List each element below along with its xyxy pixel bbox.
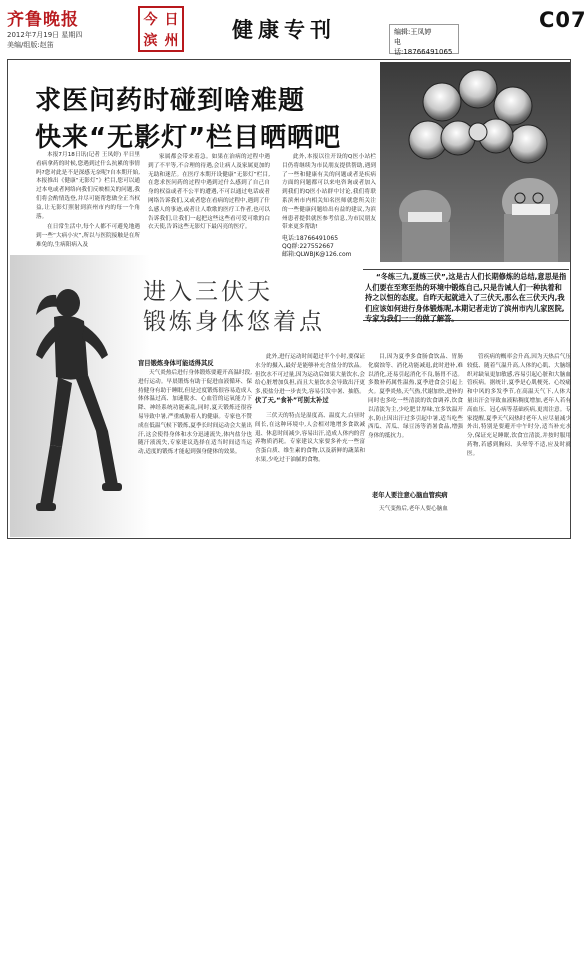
paragraph: 目,因为夏季多食肠食饮品、胃肠化腐蚀等、消化功能减退,此时进补,难以消化,还易引起消化不良,肠胃不适。多数补药属性温热,夏季进食会引起上火。夏季炎热,天气热,代谢加快,进补的同时也多吃一些清淡的饮食调养,饮食以清淡为主,少吃肥甘厚味,宜多饮温开水,防止因出汗过多引起中暑,适当吃些西瓜、苦瓜、绿豆汤等消暑食品,增强身体的抵抗力。: [368, 354, 463, 440]
article2-headline-line1: 进入三伏天: [143, 279, 273, 305]
editor-line: 编辑:王凤婷: [394, 28, 432, 36]
editor-credits: 美编/组版:赵笛: [7, 41, 54, 49]
section3-heading: 老年人要注意心脑血管疾病: [372, 492, 448, 499]
article1-headline-line2: 快来“无影灯”栏目晒晒吧: [35, 123, 342, 153]
runner-illustration: [10, 255, 150, 537]
seal-char: 日: [164, 11, 179, 28]
surgery-illustration: [380, 62, 570, 262]
article2-column-1: [138, 369, 252, 501]
newspaper-brand: 齐鲁晚报: [7, 10, 79, 30]
section-title: 健康专刊: [232, 17, 336, 42]
seal-char: 今: [143, 11, 158, 28]
article1-headline-line1: 求医问药时碰到啥难题: [35, 86, 306, 116]
article1-lead-column: [36, 151, 140, 255]
editor-info-box: [389, 24, 459, 54]
paragraph: 天气变热后,老年人要心脑血: [379, 506, 448, 512]
seal-char: 州: [164, 32, 179, 49]
paragraph: 天气炎热后进行身体锻炼要避开高温时段,进行运动。早晨锻炼有助于促进血液循环、保持健身有助于睡眠,但是过度锻炼很容易造成人体体温过高、加速脱水、心血管的运氧能力下降、神经系统功能紊乱,同时,夏天锻炼还很容易导致中暑,严重威胁着人的健康。专家也不赞成在低温气候下锻炼,夏季长时间运动会大量出汗,这会使得身体和水分迅速流失,体内盐分也随汗液流失,专家建议选择在适当时间适当运动,适度的锻炼才能起到强身健体的效果。: [138, 370, 252, 456]
phone-line: 电话:18766491065: [394, 38, 453, 56]
paragraph: 家属都会带来着急。如果在治病的过程中遇到了不平等,不合理的待遇,会让病人及家属更加的无助和迷茫。在医疗本期开设健康“无影灯”栏目,在您求医问药的过程中遇到过什么感到了自己自身的权益或者不公平的遭遇,不可以通过电话或者网络告诉我们,又或者您在看病的过程中,遇到了什么感人的事迹,或者让人歌歌的医疗工作者,也可以告诉我们,让我们一起把这些这些看可爱可歌的白衣天使,告诉这些无影灯下最闪亮的医疗。: [148, 154, 270, 231]
intro-paragraph: “冬练三九,夏练三伏”,这是古人们长期修炼的总结,意思是指人们要在至寒至热的环境中锻炼自己,只是告诫人们一种执着和持之以恒的态度。自昨天起就进入了三伏天,那么在三伏天内,我们应该如何进行身体锻炼呢,本期记者走访了滨州市内儿家医院,专家为我们一一的做了解答。: [365, 272, 567, 323]
masthead: [0, 0, 587, 56]
section2-heading: 伏了天,“食补”可别太补过: [255, 397, 329, 404]
contact-qq: QQ群:227552667: [282, 243, 334, 250]
article2-column-3b: [368, 505, 463, 519]
paragraph: 管疾病的概率会升高,因为天热后气压较低、随着气温升高,人体的心肌、大脑组织对缺氧更加敏感,容易引起心脏和大脑血管疾病。据统计,夏季是心肌梗死、心绞痛和中风的多发季节,在高温天气下,人体大量出汗会导致血液粘稠度增加,老年人若有高血压、冠心病等基础疾病,更需注意。专家提醒,夏季天气闷热时老年人应尽量减少外出,特别是要避开中午时分,适当补充水分,保证充足睡眠,饮食宜清淡,并按时服用药物,若感到胸闷、头晕等不适,应及时就医。: [467, 354, 571, 457]
article2-column-4: [467, 353, 571, 537]
page-number: C07: [539, 8, 587, 32]
paragraph: 三伏天的特点是湿度高、温度大,白昼时间长,在这种环境中,人会相对地增多食欲减退、休息时间减少,容易出汗,造成人体内的营养物质消耗。专家建议大家要多补充一些富含蛋白质、维生素的食物,以及新鲜的蔬菜和水果,少吃过于油腻的食物。: [255, 413, 365, 463]
article2-column-2: [255, 353, 365, 396]
contact-phone: 电话:18766491065: [282, 235, 339, 242]
paragraph: 本报7月18日讯(记者 王凤婷) 平日里看病拿药的时候,您遇到过什么抗累的事情吗?您对此是不是深感无奈呢?自本期开始,本报推出《健康“无影灯”》栏目,您可以通过本电或者网络向我们反映相关的问题,我们将会酌情选登,并尽可能帮您做全正当权益,让无影灯照射到滨州市内的每一个角落。: [36, 152, 140, 220]
seal-char: 滨: [143, 32, 158, 49]
article2-intro-box: [363, 269, 569, 321]
article2-column-3: [368, 353, 463, 477]
article1-right-column: [282, 153, 376, 235]
contact-block: [282, 235, 351, 259]
publication-date: 2012年7月19日 星期四: [7, 31, 83, 39]
paragraph: 此外,本报以往开设的Q医小站栏目仍将继续为市民朋友提供帮助,遇到了一些和健康有关的问题或者是疾病方面的问题都可以来电咨询或者加入到我们的Q医小站群中讨论,我们将联系滨州市内相关知名医师就您所关注的一些健康问题给出有益的建议,为滨州患者提供就医参考信息,为市民朋友带来更多帮助!: [282, 154, 376, 231]
section1-heading: 盲目锻炼身体可能适得其反: [138, 360, 214, 367]
contact-email: 邮箱:QLWBJK@126.com: [282, 251, 352, 258]
paragraph: 此外,进行运动时间超过半个小时,要保证水分的摄入,最好是能够补充含盐分的饮品。但饮水不可过量,因为运动后如果大量饮水,会给心脏增加负担,而且大量饮水会导致出汗更多,使盐分进一步丧失,容易引发中暑、抽筋。: [255, 354, 365, 396]
paragraph: 在日常生活中,每个人都不可避免地遇到一些“大病小灾”,所以与医院接触是在所难免的,生病阳病入及: [36, 224, 140, 248]
surgery-photo: [380, 62, 570, 262]
runner-photo: [10, 255, 150, 537]
article1-middle-column: [148, 153, 270, 248]
article2-headline-line2: 锻炼身体悠着点: [143, 309, 325, 335]
section-seal-logo: [138, 6, 184, 52]
article2-column-2b: [255, 412, 365, 508]
